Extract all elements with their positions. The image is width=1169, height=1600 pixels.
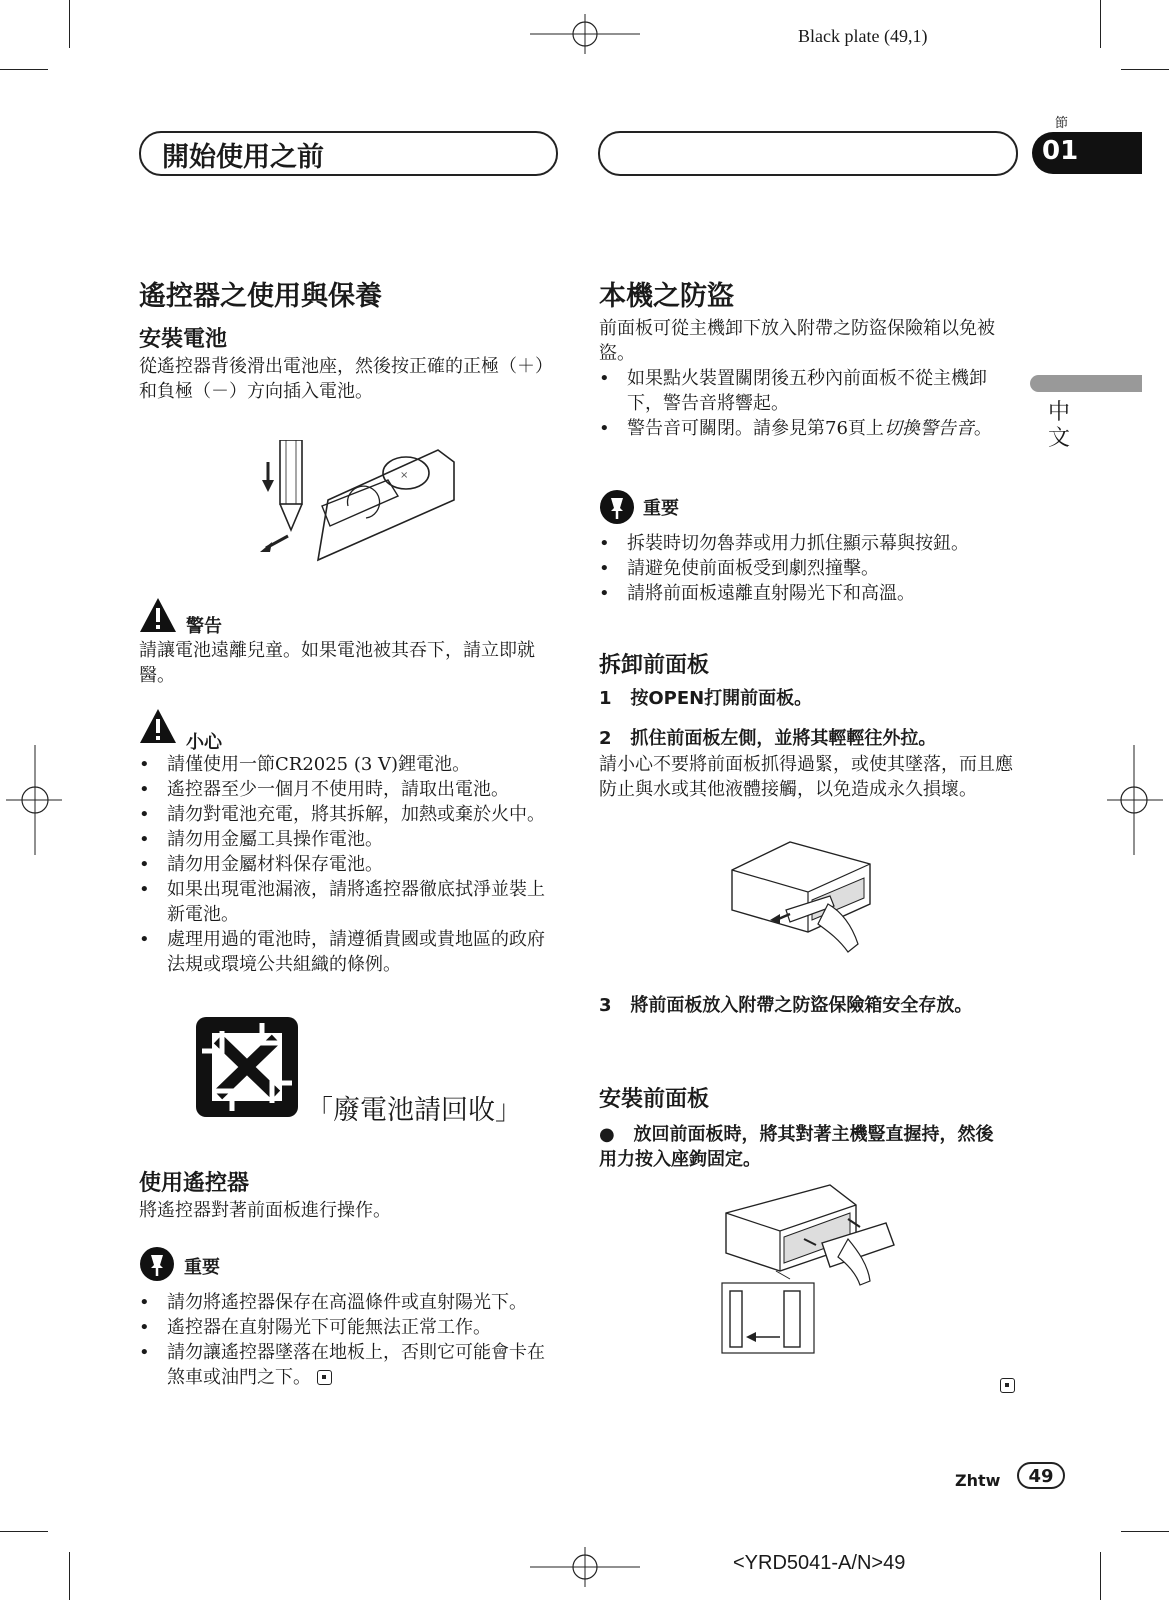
important-icon: [599, 489, 635, 525]
list-item: • 拆裝時切勿魯莽或用力抓住顯示幕與按鈕。: [599, 531, 1004, 556]
remove-panel-heading: 拆卸前面板: [599, 653, 710, 678]
remove-step-2: 2 抓住前面板左側，並將其輕輕往外拉。: [599, 728, 937, 749]
list-item: • 請勿對電池充電，將其拆解，加熱或棄於火中。: [139, 802, 549, 827]
language-tab-label: 中文: [1047, 400, 1070, 451]
antitheft-important-list: [599, 531, 1004, 606]
end-mark-icon: [317, 1370, 332, 1385]
remove-step-3: 3 將前面板放入附帶之防盜保險箱安全存放。: [599, 995, 973, 1016]
registration-mark-right: [1107, 745, 1163, 855]
list-item: • 遙控器在直射陽光下可能無法正常工作。: [139, 1315, 549, 1340]
list-item: • 請僅使用一節CR2025 (3 V)鋰電池。: [139, 752, 549, 777]
header-blank-pill: [598, 131, 1018, 176]
end-mark-icon: [1000, 1378, 1015, 1393]
recycle-logo-icon: [196, 1017, 298, 1117]
list-item: • 請勿將遙控器保存在高溫條件或直射陽光下。: [139, 1290, 549, 1315]
remote-heading: 遙控器之使用與保養: [139, 281, 382, 312]
battery-install-illustration: [258, 440, 458, 570]
plate-label: Black plate (49,1): [798, 26, 928, 46]
document-code: <YRD5041-A/N>49: [733, 1552, 906, 1574]
important-label: 重要: [184, 1257, 220, 1278]
list-item: • 請避免使前面板受到劇烈撞擊。: [599, 556, 1004, 581]
warning-icon: [139, 596, 177, 634]
antitheft-heading: 本機之防盜: [599, 281, 734, 312]
language-tab-bar: [1030, 375, 1142, 392]
registration-mark-left: [6, 745, 62, 855]
warning-label: 警告: [186, 616, 222, 637]
warning-tone-link-text: 切換警告音: [883, 418, 974, 439]
registration-mark-bottom: [530, 1547, 640, 1587]
attach-step: ● 放回前面板時，將其對著主機豎直握持，然後用力按入座鉤固定。: [599, 1124, 994, 1170]
antitheft-intro: 前面板可從主機卸下放入附帶之防盜保險箱以免被盜。: [599, 318, 995, 364]
list-item: • 請將前面板遠離直射陽光下和高溫。: [599, 581, 1004, 606]
list-item: • 處理用過的電池時，請遵循貴國或貴地區的政府法規或環境公共組織的條例。: [139, 927, 549, 977]
recycle-text: 「廢電池請回收」: [306, 1095, 522, 1126]
section-label: 節: [1055, 116, 1069, 131]
registration-mark-top: [530, 14, 640, 54]
caution-list: [139, 752, 549, 977]
remove-step-2-text: 請小心不要將前面板抓得過緊，或使其墜落，而且應防止與水或其他液體接觸，以免造成永久損壞。: [599, 754, 1013, 800]
remove-panel-illustration: [730, 840, 890, 970]
remote-important-list: [139, 1290, 549, 1390]
use-remote-text: 將遙控器對著前面板進行操作。: [139, 1200, 391, 1221]
install-battery-heading: 安裝電池: [139, 327, 228, 352]
svg-text:×: ×: [400, 470, 409, 481]
important-label: 重要: [643, 498, 679, 519]
use-remote-heading: 使用遙控器: [139, 1171, 250, 1196]
list-item: • 警告音可關閉。請參見第76頁上切換警告音。: [599, 416, 1004, 441]
list-item: • 如果點火裝置關閉後五秒內前面板不從主機卸下，警告音將響起。: [599, 366, 1004, 416]
list-item: • 請勿用金屬材料保存電池。: [139, 852, 549, 877]
install-battery-text: 從遙控器背後滑出電池座，然後按正確的正極（＋）和負極（－）方向插入電池。: [139, 356, 553, 402]
attach-panel-heading: 安裝前面板: [599, 1087, 710, 1112]
page-title: 開始使用之前: [162, 142, 324, 173]
list-item: • 如果出現電池漏液，請將遙控器徹底拭淨並裝上新電池。: [139, 877, 549, 927]
caution-icon: [139, 707, 177, 745]
important-icon: [139, 1246, 175, 1282]
page-number: 49: [1017, 1462, 1065, 1489]
language-code: Zhtw: [955, 1471, 1001, 1490]
list-item: • 請勿用金屬工具操作電池。: [139, 827, 549, 852]
section-number-badge: 01: [1032, 132, 1142, 174]
warning-text: 請讓電池遠離兒童。如果電池被其吞下，請立即就醫。: [139, 640, 535, 686]
remove-step-1: 1 按OPEN打開前面板。: [599, 688, 813, 709]
antitheft-bullets: [599, 366, 1004, 441]
list-item: • 請勿讓遙控器墜落在地板上，否則它可能會卡在煞車或油門之下。: [139, 1340, 549, 1390]
caution-label: 小心: [186, 732, 222, 753]
attach-panel-illustration: [720, 1183, 900, 1368]
list-item: • 遙控器至少一個月不使用時，請取出電池。: [139, 777, 549, 802]
